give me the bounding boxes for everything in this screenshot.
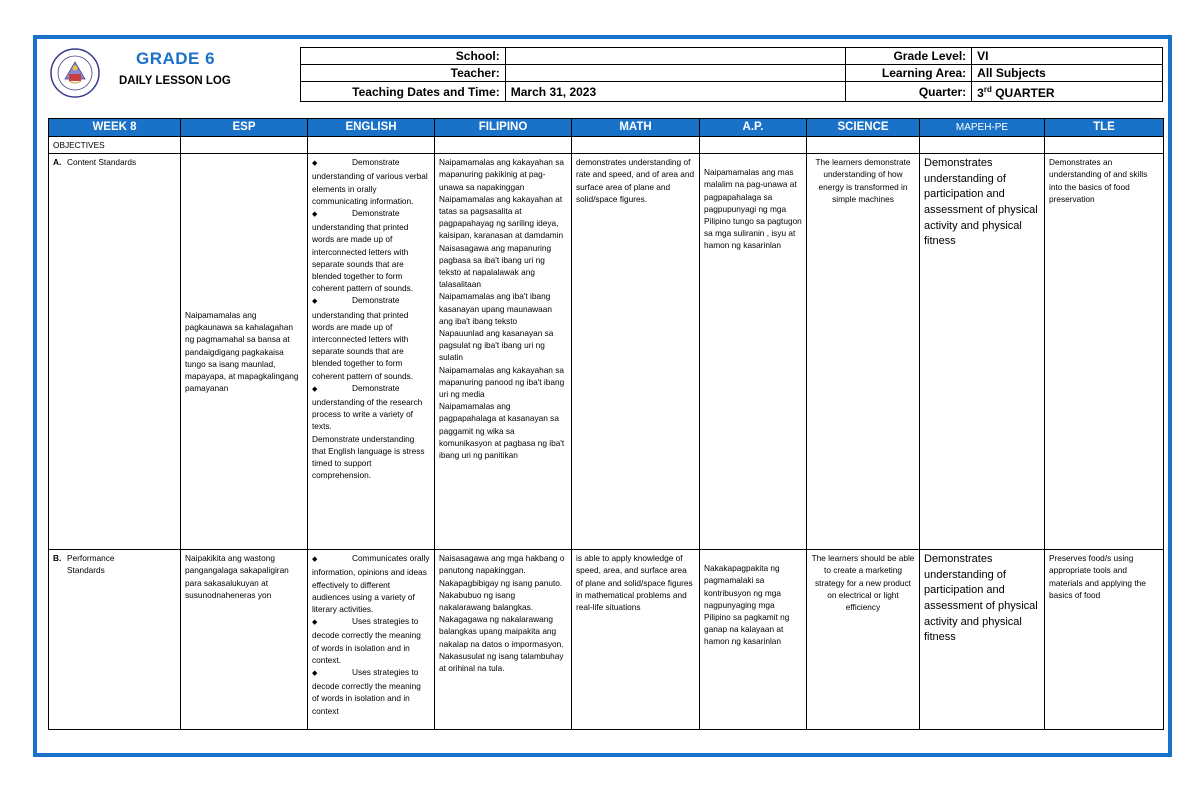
list-item: Naipamamalas ang pagpapahalaga at kasanayan sa paggamit ng wika sa komunikasyon at pagbasa ng iba't ibang uri ng panitikan	[439, 401, 565, 461]
list-item: ◆ Uses strategies to decode correctly the meaning of words in isolation and in context	[312, 667, 421, 716]
list-item: ◆ Demonstrate understanding of various verbal elements in orally communicating information.	[312, 157, 428, 206]
content-standards-label	[49, 154, 181, 550]
content-science-text: The learners demonstrate understanding of how energy is transformed in simple machines	[815, 157, 911, 204]
col-ap: A.P.	[700, 119, 807, 137]
list-item: Naisasagawa ang mga hakbang o panutong napakinggan.	[439, 553, 565, 576]
list-item: Naisasagawa ang mapanuring pagbasa sa iba't ibang uri ng teksto at napalalawak ang talasalitaan	[439, 242, 552, 290]
col-filipino: FILIPINO	[435, 119, 572, 137]
col-tle: TLE	[1045, 119, 1164, 137]
col-math: MATH	[572, 119, 700, 137]
quarter-number: 3	[977, 86, 984, 100]
school-value	[505, 48, 846, 65]
row-label-text: Performance Standards	[67, 553, 115, 576]
performance-ap-cell	[700, 550, 807, 730]
performance-esp-text: Naipakikita ang wastong pangangalaga sakapaligiran para sakasalukuyan at susunodnaheneras yon	[185, 553, 289, 600]
list-item: Nakapagbibigay ng isang panuto.	[439, 577, 563, 588]
list-item: Naipamamalas ang kakayahan at tatas sa pagsasalita at pagpapahayag ng sariling ideya, kaisipan, karanasan at damdamin	[439, 193, 564, 241]
learning-area-value: All Subjects	[972, 65, 1163, 82]
content-tle-text: Demonstrates an understanding of and skills into the basics of food preservation	[1049, 157, 1148, 204]
teacher-value	[505, 65, 846, 82]
performance-filipino-cell	[435, 550, 572, 730]
content-filipino-cell	[435, 154, 572, 550]
list-item: ◆ Demonstrate understanding that printed words are made up of interconnected letters with separate sounds that are blended together to form coherent pattern of sounds.	[312, 295, 414, 381]
row-label-text: Content Standards	[67, 157, 137, 168]
dates-label: Teaching Dates and Time:	[301, 82, 506, 102]
performance-esp-cell	[181, 550, 308, 730]
dates-row	[301, 82, 1163, 102]
row-letter: A.	[53, 157, 62, 168]
lesson-log-table	[48, 118, 1164, 730]
content-math-text: demonstrates understanding of rate and speed, and of area and surface area of plane and solid/space figures.	[576, 157, 695, 204]
grade-level-label: Grade Level:	[846, 48, 972, 65]
row-letter: B.	[53, 553, 62, 564]
list-item: Nakasusulat ng isang talambuhay at orihinal na tula.	[439, 650, 564, 674]
performance-tle-text: Preserves food/s using appropriate tools and materials and applying the basics of food	[1049, 553, 1146, 600]
content-standards-row	[49, 154, 1164, 550]
content-science-cell	[807, 154, 920, 550]
list-item: Naipamamalas ang kakayahan sa mapanuring panood ng iba't ibang uri ng media	[439, 364, 565, 400]
list-item: Napauunlad ang kasanayan sa pagsulat ng iba't ibang uri ng sulatin	[439, 328, 554, 363]
content-mapeh-cell	[920, 154, 1045, 550]
learning-area-label: Learning Area:	[846, 65, 972, 82]
teacher-label: Teacher:	[301, 65, 506, 82]
quarter-suffix: rd	[983, 85, 992, 94]
performance-science-text: The learners should be able to create a marketing strategy for a new product on electrical or light efficiency	[811, 553, 915, 613]
teacher-row	[301, 65, 1163, 82]
content-math-cell	[572, 154, 700, 550]
header-info-table	[300, 47, 1163, 102]
dates-value: March 31, 2023	[505, 82, 846, 102]
list-item: Naipamamalas ang kakayahan sa mapanuring pakikinig at pag-unawa sa napakinggan	[439, 157, 564, 192]
performance-ap-text: Nakakapagpakita ng pagmamalaki sa kontribusyon ng mga nagpunyaging mga Pilipino sa pagkamit ng ganap na kalayaan at hamon ng kasarinlan	[704, 563, 790, 647]
performance-math-text: is able to apply knowledge of speed, area, and surface area of plane and solid/space figures in mathematical problems and real-life situations	[576, 553, 693, 613]
performance-standards-label	[49, 550, 181, 730]
quarter-value	[972, 82, 1163, 102]
school-row	[301, 48, 1163, 65]
quarter-label: Quarter:	[846, 82, 972, 102]
performance-science-cell	[807, 550, 920, 730]
content-mapeh-text: Demonstrates understanding of participation and assessment of physical activity and physical fitness	[924, 157, 1038, 248]
performance-tle-cell	[1045, 550, 1164, 730]
column-header-row	[49, 119, 1164, 137]
content-tle-cell	[1045, 154, 1164, 550]
performance-math-cell	[572, 550, 700, 730]
col-week: WEEK 8	[49, 119, 181, 137]
list-item: ◆ Demonstrate understanding of the research process to write a variety of texts.	[312, 382, 423, 432]
page-title: GRADE 6	[136, 49, 216, 68]
content-ap-text: Naipamamalas ang mas malalim na pag-unawa at pagpapahalaga sa pagpupunyagi ng mga Pilipino tungo sa pagtugon sa mga suliranin , isyu at hamon ng kasarinlan	[704, 167, 802, 251]
list-item: Nakabubuo ng isang nakalarawang balangkas.	[439, 589, 534, 613]
quarter-text: QUARTER	[991, 86, 1055, 100]
objectives-label: OBJECTIVES	[49, 137, 181, 154]
deped-seal-icon	[50, 48, 100, 98]
list-item: ◆ Communicates orally information, opinions and ideas effectively to different audiences using a variety of literary activities.	[312, 553, 430, 615]
list-item: Nakagagawa ng nakalarawang balangkas upang maipakita ang nakalap na datos o impormasyon.	[439, 614, 564, 649]
content-esp-text: Naipamamalas ang pagkaunawa sa kahalagahan ng pagmamahal sa bansa at pandaigdigang pagkakaisa tungo sa isang maunlad, mapayapa, at mapagkalingang pamayanan	[185, 309, 299, 394]
content-esp-cell	[181, 154, 308, 550]
performance-standards-row	[49, 550, 1164, 730]
school-label: School:	[301, 48, 506, 65]
performance-english-cell	[308, 550, 435, 730]
performance-mapeh-cell	[920, 550, 1045, 730]
col-mapeh: MAPEH-PE	[920, 119, 1045, 137]
col-science: SCIENCE	[807, 119, 920, 137]
list-item: Naipamamalas ang iba't ibang kasanayan upang maunawaan ang iba't ibang teksto	[439, 291, 553, 326]
content-english-cell	[308, 154, 435, 550]
objectives-row	[49, 137, 1164, 154]
page-subtitle: DAILY LESSON LOG	[119, 75, 231, 87]
col-english: ENGLISH	[308, 119, 435, 137]
content-ap-cell	[700, 154, 807, 550]
list-item: ◆ Uses strategies to decode correctly the meaning of words in isolation and in context.	[312, 616, 421, 665]
list-item: Demonstrate understanding that English language is stress timed to support comprehension.	[312, 433, 425, 481]
list-item: ◆ Demonstrate understanding that printed words are made up of interconnected letters with separate sounds that are blended together to form coherent pattern of sounds.	[312, 208, 414, 294]
performance-mapeh-text: Demonstrates understanding of participation and assessment of physical activity and physical fitness	[924, 553, 1038, 644]
col-esp: ESP	[181, 119, 308, 137]
grade-level-value: VI	[972, 48, 1163, 65]
